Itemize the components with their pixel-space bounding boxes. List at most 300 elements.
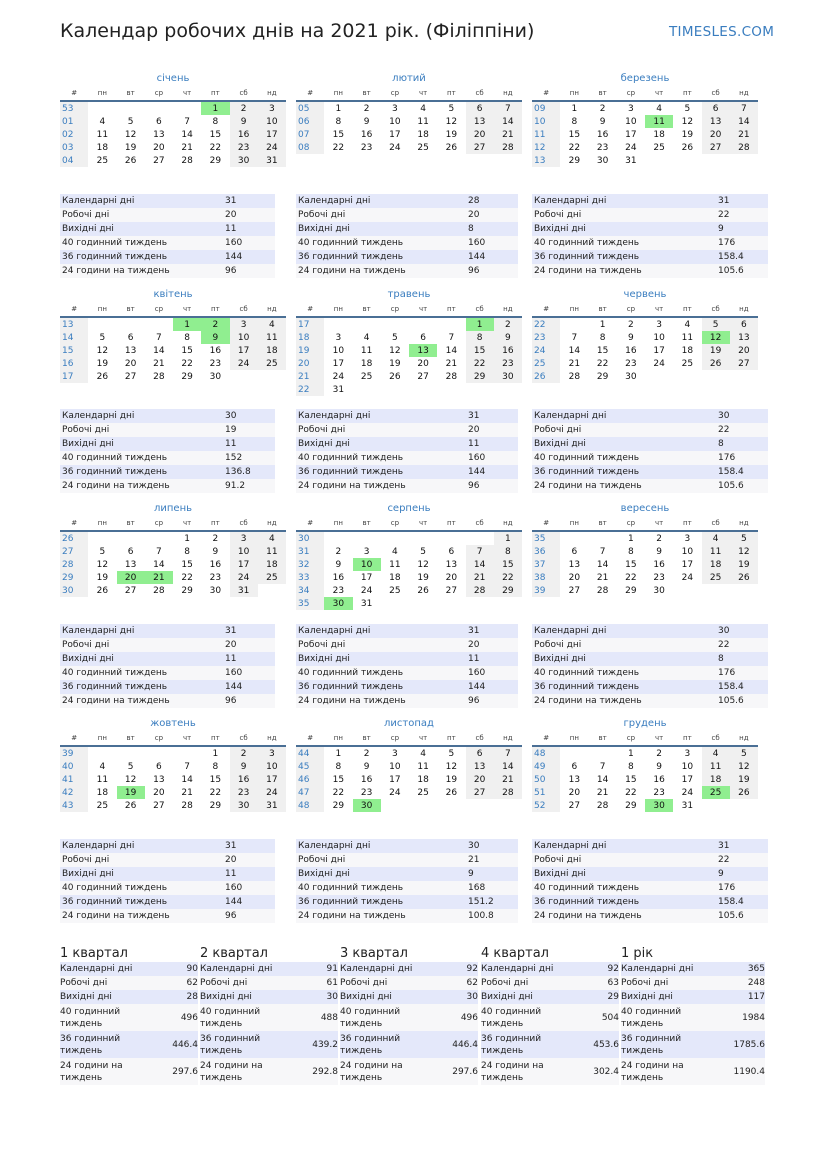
day-cell[interactable]: 19 [730, 558, 758, 571]
day-cell[interactable]: 13 [730, 331, 758, 344]
day-cell[interactable]: 5 [730, 531, 758, 545]
day-cell[interactable]: 26 [445, 142, 458, 153]
day-cell[interactable]: 19 [124, 142, 137, 153]
day-cell[interactable]: 1 [212, 748, 219, 759]
day-cell[interactable]: 2 [656, 533, 662, 544]
day-cell[interactable]: 22 [332, 787, 345, 798]
day-cell[interactable]: 10 [230, 331, 258, 344]
day-cell[interactable]: 22 [596, 358, 609, 369]
day-cell[interactable]: 25 [360, 371, 373, 382]
day-cell[interactable]: 14 [153, 559, 165, 570]
day-cell[interactable]: 31 [625, 155, 637, 166]
day-cell[interactable]: 18 [389, 572, 401, 583]
day-cell[interactable]: 15 [181, 345, 193, 356]
day-cell[interactable]: 9 [494, 331, 522, 344]
day-cell[interactable]: 20 [568, 787, 581, 798]
day-cell[interactable]: 21 [494, 773, 522, 786]
day-cell[interactable]: 28 [494, 141, 522, 154]
holiday-day-cell[interactable]: 30 [353, 799, 381, 812]
day-cell[interactable]: 14 [494, 760, 522, 773]
day-cell[interactable]: 29 [494, 584, 522, 597]
day-cell[interactable]: 28 [445, 371, 458, 382]
day-cell[interactable]: 11 [96, 129, 109, 140]
day-cell[interactable]: 27 [568, 585, 581, 596]
day-cell[interactable]: 7 [184, 116, 190, 127]
day-cell[interactable]: 10 [332, 345, 345, 356]
day-cell[interactable]: 23 [230, 141, 258, 154]
day-cell[interactable]: 13 [124, 345, 137, 356]
day-cell[interactable]: 31 [332, 384, 345, 395]
day-cell[interactable]: 7 [599, 761, 606, 772]
day-cell[interactable]: 18 [417, 129, 429, 140]
day-cell[interactable]: 8 [466, 331, 494, 344]
day-cell[interactable]: 22 [332, 142, 345, 153]
holiday-day-cell[interactable]: 9 [201, 331, 229, 344]
day-cell[interactable]: 29 [625, 800, 637, 811]
day-cell[interactable]: 20 [417, 358, 429, 369]
day-cell[interactable]: 3 [335, 332, 342, 343]
day-cell[interactable]: 3 [628, 103, 634, 114]
day-cell[interactable]: 20 [445, 572, 458, 583]
day-cell[interactable]: 25 [96, 800, 109, 811]
day-cell[interactable]: 5 [684, 103, 691, 114]
day-cell[interactable]: 18 [702, 773, 730, 786]
day-cell[interactable]: 21 [596, 572, 609, 583]
day-cell[interactable]: 27 [730, 357, 758, 370]
day-cell[interactable]: 18 [258, 344, 286, 357]
day-cell[interactable]: 21 [596, 787, 609, 798]
day-cell[interactable]: 17 [389, 129, 401, 140]
day-cell[interactable]: 26 [96, 371, 109, 382]
day-cell[interactable]: 24 [681, 572, 694, 583]
day-cell[interactable]: 3 [258, 101, 286, 115]
day-cell[interactable]: 17 [332, 358, 345, 369]
holiday-day-cell[interactable]: 2 [201, 317, 229, 331]
day-cell[interactable]: 15 [596, 345, 609, 356]
day-cell[interactable]: 13 [466, 760, 494, 773]
day-cell[interactable]: 25 [702, 571, 730, 584]
day-cell[interactable]: 11 [360, 345, 373, 356]
day-cell[interactable]: 26 [445, 787, 458, 798]
day-cell[interactable]: 22 [494, 571, 522, 584]
day-cell[interactable]: 24 [389, 787, 401, 798]
day-cell[interactable]: 11 [702, 545, 730, 558]
day-cell[interactable]: 13 [702, 115, 730, 128]
day-cell[interactable]: 10 [258, 760, 286, 773]
day-cell[interactable]: 2 [494, 317, 522, 331]
day-cell[interactable]: 30 [209, 371, 222, 382]
day-cell[interactable]: 21 [445, 358, 458, 369]
day-cell[interactable]: 21 [181, 142, 193, 153]
day-cell[interactable]: 6 [571, 546, 578, 557]
day-cell[interactable]: 7 [494, 101, 522, 115]
day-cell[interactable]: 18 [96, 142, 109, 153]
day-cell[interactable]: 14 [494, 115, 522, 128]
day-cell[interactable]: 15 [494, 558, 522, 571]
day-cell[interactable]: 7 [494, 746, 522, 760]
day-cell[interactable]: 10 [653, 332, 665, 343]
day-cell[interactable]: 26 [730, 571, 758, 584]
day-cell[interactable]: 30 [230, 154, 258, 167]
day-cell[interactable]: 1 [628, 748, 634, 759]
day-cell[interactable]: 27 [417, 371, 429, 382]
day-cell[interactable]: 24 [258, 141, 286, 154]
day-cell[interactable]: 12 [389, 345, 401, 356]
day-cell[interactable]: 2 [212, 533, 219, 544]
day-cell[interactable]: 11 [96, 774, 109, 785]
day-cell[interactable]: 8 [628, 761, 634, 772]
day-cell[interactable]: 27 [466, 141, 494, 154]
day-cell[interactable]: 12 [730, 545, 758, 558]
day-cell[interactable]: 20 [466, 128, 494, 141]
day-cell[interactable]: 4 [99, 761, 106, 772]
day-cell[interactable]: 16 [625, 345, 637, 356]
day-cell[interactable]: 17 [258, 128, 286, 141]
day-cell[interactable]: 27 [702, 141, 730, 154]
day-cell[interactable]: 26 [702, 357, 730, 370]
day-cell[interactable]: 12 [681, 116, 694, 127]
day-cell[interactable]: 22 [209, 142, 222, 153]
day-cell[interactable]: 3 [392, 103, 398, 114]
day-cell[interactable]: 18 [96, 787, 109, 798]
holiday-day-cell[interactable]: 13 [409, 344, 437, 357]
day-cell[interactable]: 16 [653, 559, 665, 570]
day-cell[interactable]: 25 [258, 571, 286, 584]
day-cell[interactable]: 2 [230, 746, 258, 760]
day-cell[interactable]: 3 [230, 531, 258, 545]
day-cell[interactable]: 17 [389, 774, 401, 785]
day-cell[interactable]: 21 [153, 358, 165, 369]
day-cell[interactable]: 7 [599, 546, 606, 557]
day-cell[interactable]: 5 [702, 317, 730, 331]
day-cell[interactable]: 6 [156, 761, 162, 772]
day-cell[interactable]: 26 [681, 142, 694, 153]
day-cell[interactable]: 30 [494, 370, 522, 383]
day-cell[interactable]: 28 [568, 371, 581, 382]
holiday-day-cell[interactable]: 12 [702, 331, 730, 344]
day-cell[interactable]: 14 [596, 774, 609, 785]
day-cell[interactable]: 1 [494, 531, 522, 545]
day-cell[interactable]: 7 [184, 761, 190, 772]
day-cell[interactable]: 23 [360, 787, 373, 798]
day-cell[interactable]: 28 [153, 371, 165, 382]
day-cell[interactable]: 6 [571, 761, 578, 772]
day-cell[interactable]: 2 [363, 748, 370, 759]
day-cell[interactable]: 6 [448, 546, 455, 557]
day-cell[interactable]: 20 [466, 773, 494, 786]
day-cell[interactable]: 19 [445, 774, 458, 785]
day-cell[interactable]: 13 [153, 774, 165, 785]
day-cell[interactable]: 23 [209, 572, 222, 583]
day-cell[interactable]: 16 [332, 572, 345, 583]
day-cell[interactable]: 9 [599, 116, 606, 127]
day-cell[interactable]: 12 [96, 559, 109, 570]
day-cell[interactable]: 7 [448, 332, 455, 343]
day-cell[interactable]: 27 [124, 371, 137, 382]
day-cell[interactable]: 21 [568, 358, 581, 369]
day-cell[interactable]: 23 [596, 142, 609, 153]
day-cell[interactable]: 29 [181, 371, 193, 382]
day-cell[interactable]: 1 [184, 533, 190, 544]
day-cell[interactable]: 1 [571, 103, 578, 114]
day-cell[interactable]: 26 [389, 371, 401, 382]
day-cell[interactable]: 31 [258, 154, 286, 167]
day-cell[interactable]: 3 [684, 748, 691, 759]
day-cell[interactable]: 25 [96, 155, 109, 166]
day-cell[interactable]: 24 [360, 585, 373, 596]
day-cell[interactable]: 22 [568, 142, 581, 153]
day-cell[interactable]: 7 [571, 332, 578, 343]
day-cell[interactable]: 16 [230, 773, 258, 786]
day-cell[interactable]: 17 [258, 773, 286, 786]
day-cell[interactable]: 6 [156, 116, 162, 127]
holiday-day-cell[interactable]: 1 [173, 317, 201, 331]
day-cell[interactable]: 3 [230, 317, 258, 331]
day-cell[interactable]: 4 [392, 546, 398, 557]
day-cell[interactable]: 6 [466, 101, 494, 115]
day-cell[interactable]: 8 [571, 116, 578, 127]
day-cell[interactable]: 4 [702, 531, 730, 545]
day-cell[interactable]: 28 [596, 800, 609, 811]
day-cell[interactable]: 16 [494, 344, 522, 357]
day-cell[interactable]: 10 [625, 116, 637, 127]
day-cell[interactable]: 13 [466, 115, 494, 128]
day-cell[interactable]: 27 [153, 155, 165, 166]
day-cell[interactable]: 25 [417, 142, 429, 153]
day-cell[interactable]: 14 [445, 345, 458, 356]
day-cell[interactable]: 13 [153, 129, 165, 140]
day-cell[interactable]: 6 [420, 332, 426, 343]
day-cell[interactable]: 20 [124, 358, 137, 369]
day-cell[interactable]: 7 [156, 332, 162, 343]
day-cell[interactable]: 15 [181, 559, 193, 570]
day-cell[interactable]: 20 [702, 128, 730, 141]
day-cell[interactable]: 3 [392, 748, 398, 759]
day-cell[interactable]: 5 [730, 746, 758, 760]
day-cell[interactable]: 12 [445, 761, 458, 772]
day-cell[interactable]: 20 [153, 142, 165, 153]
day-cell[interactable]: 22 [181, 572, 193, 583]
day-cell[interactable]: 23 [625, 358, 637, 369]
day-cell[interactable]: 12 [96, 345, 109, 356]
day-cell[interactable]: 15 [625, 559, 637, 570]
day-cell[interactable]: 16 [360, 774, 373, 785]
day-cell[interactable]: 13 [568, 774, 581, 785]
day-cell[interactable]: 11 [702, 760, 730, 773]
holiday-day-cell[interactable]: 30 [645, 799, 673, 812]
day-cell[interactable]: 7 [730, 101, 758, 115]
day-cell[interactable]: 9 [212, 546, 219, 557]
day-cell[interactable]: 15 [466, 344, 494, 357]
day-cell[interactable]: 2 [230, 101, 258, 115]
day-cell[interactable]: 2 [599, 103, 606, 114]
day-cell[interactable]: 24 [332, 371, 345, 382]
day-cell[interactable]: 21 [181, 787, 193, 798]
day-cell[interactable]: 4 [258, 317, 286, 331]
day-cell[interactable]: 14 [596, 559, 609, 570]
day-cell[interactable]: 10 [389, 116, 401, 127]
day-cell[interactable]: 7 [156, 546, 162, 557]
day-cell[interactable]: 8 [494, 545, 522, 558]
holiday-day-cell[interactable]: 25 [702, 786, 730, 799]
day-cell[interactable]: 16 [209, 559, 222, 570]
day-cell[interactable]: 15 [625, 774, 637, 785]
day-cell[interactable]: 9 [628, 332, 634, 343]
day-cell[interactable]: 18 [653, 129, 665, 140]
day-cell[interactable]: 14 [466, 558, 494, 571]
day-cell[interactable]: 1 [335, 748, 342, 759]
holiday-day-cell[interactable]: 1 [201, 101, 229, 115]
day-cell[interactable]: 10 [258, 115, 286, 128]
day-cell[interactable]: 31 [258, 799, 286, 812]
day-cell[interactable]: 11 [417, 761, 429, 772]
day-cell[interactable]: 14 [181, 129, 193, 140]
day-cell[interactable]: 6 [730, 317, 758, 331]
day-cell[interactable]: 12 [124, 129, 137, 140]
day-cell[interactable]: 9 [363, 761, 370, 772]
day-cell[interactable]: 5 [127, 116, 134, 127]
day-cell[interactable]: 27 [568, 800, 581, 811]
day-cell[interactable]: 12 [417, 559, 429, 570]
day-cell[interactable]: 17 [681, 774, 694, 785]
day-cell[interactable]: 12 [124, 774, 137, 785]
day-cell[interactable]: 19 [96, 358, 109, 369]
day-cell[interactable]: 16 [209, 345, 222, 356]
holiday-day-cell[interactable]: 21 [145, 571, 173, 584]
day-cell[interactable]: 28 [181, 155, 193, 166]
day-cell[interactable]: 28 [730, 141, 758, 154]
day-cell[interactable]: 19 [681, 129, 694, 140]
day-cell[interactable]: 23 [494, 357, 522, 370]
day-cell[interactable]: 12 [730, 760, 758, 773]
day-cell[interactable]: 30 [209, 585, 222, 596]
day-cell[interactable]: 5 [392, 332, 398, 343]
holiday-day-cell[interactable]: 1 [466, 317, 494, 331]
day-cell[interactable]: 29 [466, 370, 494, 383]
day-cell[interactable]: 5 [448, 748, 455, 759]
holiday-day-cell[interactable]: 11 [645, 115, 673, 128]
day-cell[interactable]: 1 [335, 103, 342, 114]
day-cell[interactable]: 27 [153, 800, 165, 811]
day-cell[interactable]: 29 [596, 371, 609, 382]
day-cell[interactable]: 10 [389, 761, 401, 772]
day-cell[interactable]: 4 [420, 748, 426, 759]
day-cell[interactable]: 3 [684, 533, 691, 544]
day-cell[interactable]: 21 [730, 128, 758, 141]
day-cell[interactable]: 25 [417, 787, 429, 798]
day-cell[interactable]: 9 [230, 115, 258, 128]
day-cell[interactable]: 31 [230, 584, 258, 597]
day-cell[interactable]: 9 [230, 760, 258, 773]
day-cell[interactable]: 15 [332, 774, 345, 785]
day-cell[interactable]: 4 [656, 103, 662, 114]
day-cell[interactable]: 7 [466, 545, 494, 558]
day-cell[interactable]: 9 [363, 116, 370, 127]
holiday-day-cell[interactable]: 19 [117, 786, 145, 799]
day-cell[interactable]: 18 [681, 345, 694, 356]
day-cell[interactable]: 9 [656, 546, 662, 557]
day-cell[interactable]: 10 [230, 545, 258, 558]
day-cell[interactable]: 15 [209, 774, 222, 785]
day-cell[interactable]: 4 [684, 319, 691, 330]
day-cell[interactable]: 11 [417, 116, 429, 127]
day-cell[interactable]: 11 [258, 331, 286, 344]
day-cell[interactable]: 31 [360, 598, 373, 609]
day-cell[interactable]: 22 [466, 357, 494, 370]
day-cell[interactable]: 5 [99, 546, 106, 557]
day-cell[interactable]: 8 [335, 116, 342, 127]
day-cell[interactable]: 6 [127, 546, 134, 557]
day-cell[interactable]: 30 [596, 155, 609, 166]
day-cell[interactable]: 21 [494, 128, 522, 141]
day-cell[interactable]: 18 [360, 358, 373, 369]
day-cell[interactable]: 22 [181, 358, 193, 369]
day-cell[interactable]: 4 [363, 332, 370, 343]
day-cell[interactable]: 13 [568, 559, 581, 570]
day-cell[interactable]: 1 [599, 319, 606, 330]
day-cell[interactable]: 22 [625, 572, 637, 583]
day-cell[interactable]: 4 [99, 116, 106, 127]
day-cell[interactable]: 10 [681, 761, 694, 772]
day-cell[interactable]: 17 [625, 129, 637, 140]
day-cell[interactable]: 6 [127, 332, 134, 343]
day-cell[interactable]: 23 [230, 786, 258, 799]
day-cell[interactable]: 24 [389, 142, 401, 153]
day-cell[interactable]: 26 [124, 155, 137, 166]
day-cell[interactable]: 1 [628, 533, 634, 544]
day-cell[interactable]: 19 [702, 344, 730, 357]
day-cell[interactable]: 8 [335, 761, 342, 772]
day-cell[interactable]: 27 [124, 585, 137, 596]
day-cell[interactable]: 17 [360, 572, 373, 583]
day-cell[interactable]: 13 [445, 559, 458, 570]
day-cell[interactable]: 25 [258, 357, 286, 370]
day-cell[interactable]: 15 [332, 129, 345, 140]
day-cell[interactable]: 20 [730, 344, 758, 357]
day-cell[interactable]: 19 [389, 358, 401, 369]
day-cell[interactable]: 18 [417, 774, 429, 785]
day-cell[interactable]: 29 [625, 585, 637, 596]
day-cell[interactable]: 16 [653, 774, 665, 785]
day-cell[interactable]: 13 [124, 559, 137, 570]
day-cell[interactable]: 28 [181, 800, 193, 811]
day-cell[interactable]: 16 [596, 129, 609, 140]
day-cell[interactable]: 11 [681, 332, 694, 343]
day-cell[interactable]: 17 [653, 345, 665, 356]
day-cell[interactable]: 15 [209, 129, 222, 140]
day-cell[interactable]: 23 [653, 572, 665, 583]
day-cell[interactable]: 8 [184, 332, 190, 343]
day-cell[interactable]: 23 [653, 787, 665, 798]
day-cell[interactable]: 14 [568, 345, 581, 356]
day-cell[interactable]: 24 [653, 358, 665, 369]
holiday-day-cell[interactable]: 10 [353, 558, 381, 571]
day-cell[interactable]: 14 [153, 345, 165, 356]
day-cell[interactable]: 17 [681, 559, 694, 570]
day-cell[interactable]: 29 [332, 800, 345, 811]
day-cell[interactable]: 26 [96, 585, 109, 596]
day-cell[interactable]: 19 [445, 129, 458, 140]
day-cell[interactable]: 9 [335, 559, 342, 570]
day-cell[interactable]: 28 [466, 584, 494, 597]
holiday-day-cell[interactable]: 30 [324, 597, 352, 610]
day-cell[interactable]: 19 [417, 572, 429, 583]
day-cell[interactable]: 27 [466, 786, 494, 799]
day-cell[interactable]: 28 [494, 786, 522, 799]
day-cell[interactable]: 23 [332, 585, 345, 596]
day-cell[interactable]: 26 [124, 800, 137, 811]
day-cell[interactable]: 28 [153, 585, 165, 596]
